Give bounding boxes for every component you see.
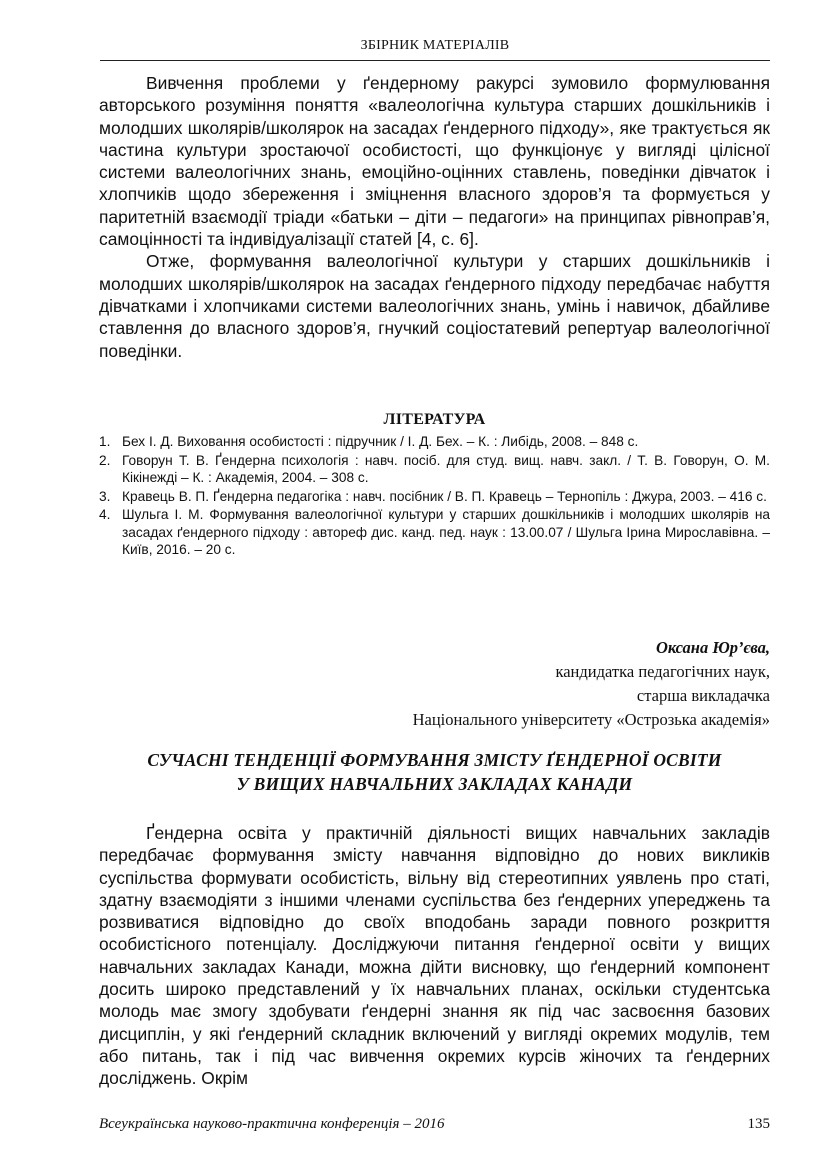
conference-name: Всеукраїнська науково-практична конференція – 2016 bbox=[99, 1116, 445, 1132]
author-position: старша викладачка bbox=[636, 686, 770, 705]
article-title-line: СУЧАСНІ ТЕНДЕНЦІЇ ФОРМУВАННЯ ЗМІСТУ ҐЕНДЕРНОЇ ОСВІТИ bbox=[147, 750, 722, 770]
reference-item bbox=[99, 506, 770, 559]
reference-text: Шульга І. М. Формування валеологічної культури у старших дошкільників і молодших школярів на засадах ґендерного підходу : автореф дис. канд. пед. наук : 13.00.07 / Шульга Ірина Мирославівна. – Київ, 2016. – 20 с. bbox=[122, 507, 770, 557]
article-title bbox=[99, 748, 770, 796]
reference-item bbox=[99, 488, 770, 506]
author-block bbox=[300, 636, 770, 732]
article-title-line: У ВИЩИХ НАВЧАЛЬНИХ ЗАКЛАДАХ КАНАДИ bbox=[236, 774, 633, 794]
reference-number: 2. bbox=[99, 452, 111, 468]
reference-number: 1. bbox=[99, 434, 111, 449]
paragraph: Ґендерна освіта у практичній діяльності вищих навчальних закладів передбачає формування змісту навчання відповідно до нових викликів суспільства формувати особистість, вільну від стереотипних уявлень про статі, здатну взаємодіяти з іншими членами суспільства без ґендерних упереджень та розвиватися відповідно до своїх вподобань заради повного розкриття особистісного потенціалу. Досліджуючи питання ґендерної освіти у вищих навчальних закладах Канади, можна дійти висновку, що ґендерний компонент досить широко представлений у їх навчальних планах, оскільки студентська молодь має змогу здобувати ґендерні знання як під час засвоєння базових дисциплін, у які ґендерний складник включений у вигляді окремих модулів, тем або питань, так і під час вивчення окремих курсів жіночих та ґендерних досліджень. Окрім bbox=[99, 823, 770, 1089]
reference-text: Бех І. Д. Виховання особистості : підручник / І. Д. Бех. – К. : Либідь, 2008. – 848 с. bbox=[122, 434, 639, 449]
paragraph: Отже, формування валеологічної культури у старших дошкільників і молодших школярів/школярок на засадах ґендерного підходу передбачає набуття дівчатками і хлопчиками системи валеологічних знань, умінь і навичок, дбайливе ставлення до власного здоров’я, гнучкий соціостатевий репертуар валеологічної поведінки. bbox=[99, 251, 770, 361]
intro-text bbox=[99, 72, 770, 362]
reference-number: 3. bbox=[99, 488, 111, 504]
reference-list bbox=[99, 433, 770, 560]
author-affiliation: Національного університету «Острозька академія» bbox=[412, 710, 770, 729]
article-text bbox=[99, 822, 770, 1090]
literature-heading: ЛІТЕРАТУРА bbox=[383, 411, 486, 428]
reference-text: Говорун Т. В. Ґендерна психологія : навч. посіб. для студ. вищ. навч. закл. / Т. В. Говорун, О. М. Кікінежді – К. : Академія, 2004. – 308 с. bbox=[122, 452, 770, 485]
page-number: 135 bbox=[747, 1116, 770, 1132]
reference-text: Кравець В. П. Ґендерна педагогіка : навч. посібник / В. П. Кравець – Тернопіль : Джура, 2003. – 416 с. bbox=[122, 488, 767, 504]
author-degree: кандидатка педагогічних наук, bbox=[555, 662, 770, 681]
reference-number: 4. bbox=[99, 507, 111, 522]
page-footer bbox=[99, 1116, 770, 1133]
author-name: Оксана Юр’єва, bbox=[656, 638, 770, 657]
running-header: ЗБІРНИК МАТЕРІАЛІВ bbox=[100, 38, 770, 61]
paragraph: Вивчення проблеми у ґендерному ракурсі зумовило формулювання авторського розуміння поняття «валеологічна культура старших дошкільників і молодших школярів/школярок на засадах ґендерного підходу», яке трактується як частина культури зростаючої особистості, що функціонує у вигляді цілісної системи валеологічних знань, емоційно-оцінних ставлень, поведінки дівчаток і хлопчиків щодо збереження і зміцнення власного здоров’я та формується у паритетній взаємодії тріади «батьки – діти – педагоги» на принципах рівноправ’я, самоцінності та індивідуалізації статей [4, с. 6]. bbox=[99, 73, 770, 250]
reference-item bbox=[99, 452, 770, 487]
reference-item bbox=[99, 433, 770, 451]
